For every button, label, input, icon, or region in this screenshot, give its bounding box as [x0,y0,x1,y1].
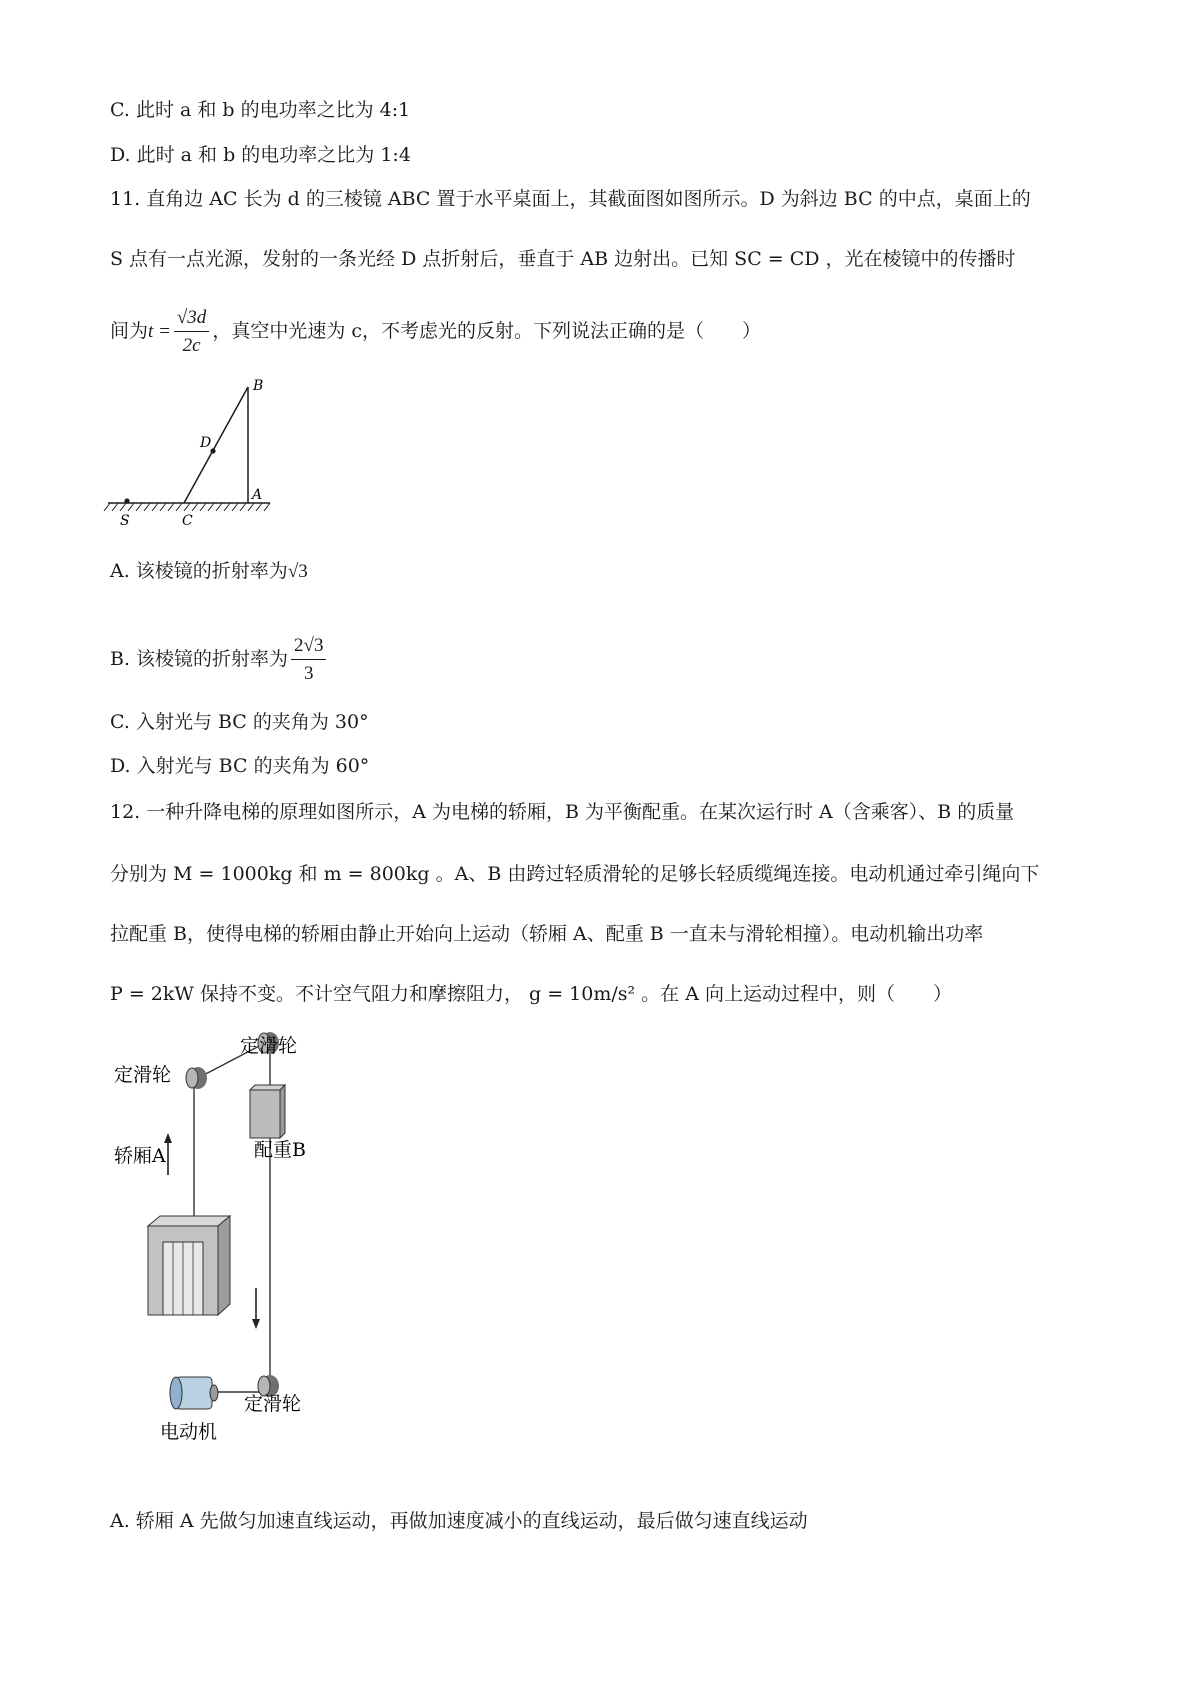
label-car: 轿厢A [114,1145,166,1167]
elevator-car [148,1216,230,1315]
q11-option-b-denominator: 3 [304,663,314,684]
q11-option-b-text: B. 该棱镜的折射率为 [110,648,289,670]
point-s [124,498,129,503]
q11-stem-line1: 11. 直角边 AC 长为 d 的三棱镜 ABC 置于水平桌面上，其截面图如图所示。D 为斜边 BC 的中点，桌面上的 [110,188,1031,210]
q10-option-d: D. 此时 a 和 b 的电功率之比为 1:4 [110,144,411,166]
q11-time-lhs: t = [148,321,171,342]
q12-stem-line4: P = 2kW 保持不变。不计空气阻力和摩擦阻力， g = 10m/s² 。在 A 向上运动过程中，则（ ） [110,983,952,1005]
q11-option-a-value: √3 [287,561,308,582]
q10-option-c: C. 此时 a 和 b 的电功率之比为 4:1 [110,99,411,121]
q11-option-b-numerator: 2√3 [291,634,326,660]
pulley-top-left [186,1067,207,1089]
label-d: D [200,435,212,451]
q12-stem-line3: 拉配重 B，使得电梯的轿厢由静止开始向上运动（轿厢 A、配重 B 一直未与滑轮相撞）。电动机输出功率 [110,923,984,945]
q11-option-c: C. 入射光与 BC 的夹角为 30° [110,711,369,733]
q11-time-numerator: √3d [174,306,209,332]
down-arrow-icon [252,1288,260,1329]
q11-option-d: D. 入射光与 BC 的夹角为 60° [110,755,370,777]
prism-figure [100,375,280,530]
table-hatching [104,503,270,511]
label-counterweight: 配重B [254,1139,306,1161]
q11-line3-prefix: 间为 [110,320,149,342]
q12-stem-line2: 分别为 M = 1000kg 和 m = 800kg 。A、B 由跨过轻质滑轮的足够长轻质缆绳连接。电动机通过牵引绳向下 [110,863,1040,885]
q11-option-b [110,634,329,686]
q12-stem-line1: 12. 一种升降电梯的原理如图所示，A 为电梯的轿厢，B 为平衡配重。在某次运行时 A（含乘客）、B 的质量 [110,801,1015,823]
counterweight-box [250,1085,285,1138]
label-pulley-top-right: 定滑轮 [240,1035,298,1057]
label-a: A [252,487,263,503]
q11-time-denominator: 2c [182,335,201,356]
q11-line3-suffix: ，真空中光速为 c，不考虑光的反射。下列说法正确的是（ ） [212,320,761,342]
q11-stem-line3 [110,306,761,358]
prism-hypotenuse-bc [184,387,248,503]
q11-option-a-text: A. 该棱镜的折射率为 [110,560,288,582]
motor-icon [170,1377,218,1409]
label-s: S [120,513,130,529]
q11-option-a [110,559,308,584]
q11-stem-line2: S 点有一点光源，发射的一条光经 D 点折射后，垂直于 AB 边射出。已知 SC = CD ，光在棱镜中的传播时 [110,248,1016,270]
q11-time-fraction [174,306,209,358]
q12-option-a: A. 轿厢 A 先做匀加速直线运动，再做加速度减小的直线运动，最后做匀速直线运动 [110,1510,808,1532]
label-b: B [253,378,264,394]
label-pulley-bottom: 定滑轮 [244,1393,302,1415]
q11-option-b-fraction [291,634,326,686]
elevator-figure [110,1030,370,1455]
label-motor: 电动机 [160,1421,218,1443]
label-c: C [182,513,193,529]
label-pulley-top-left: 定滑轮 [114,1064,172,1086]
